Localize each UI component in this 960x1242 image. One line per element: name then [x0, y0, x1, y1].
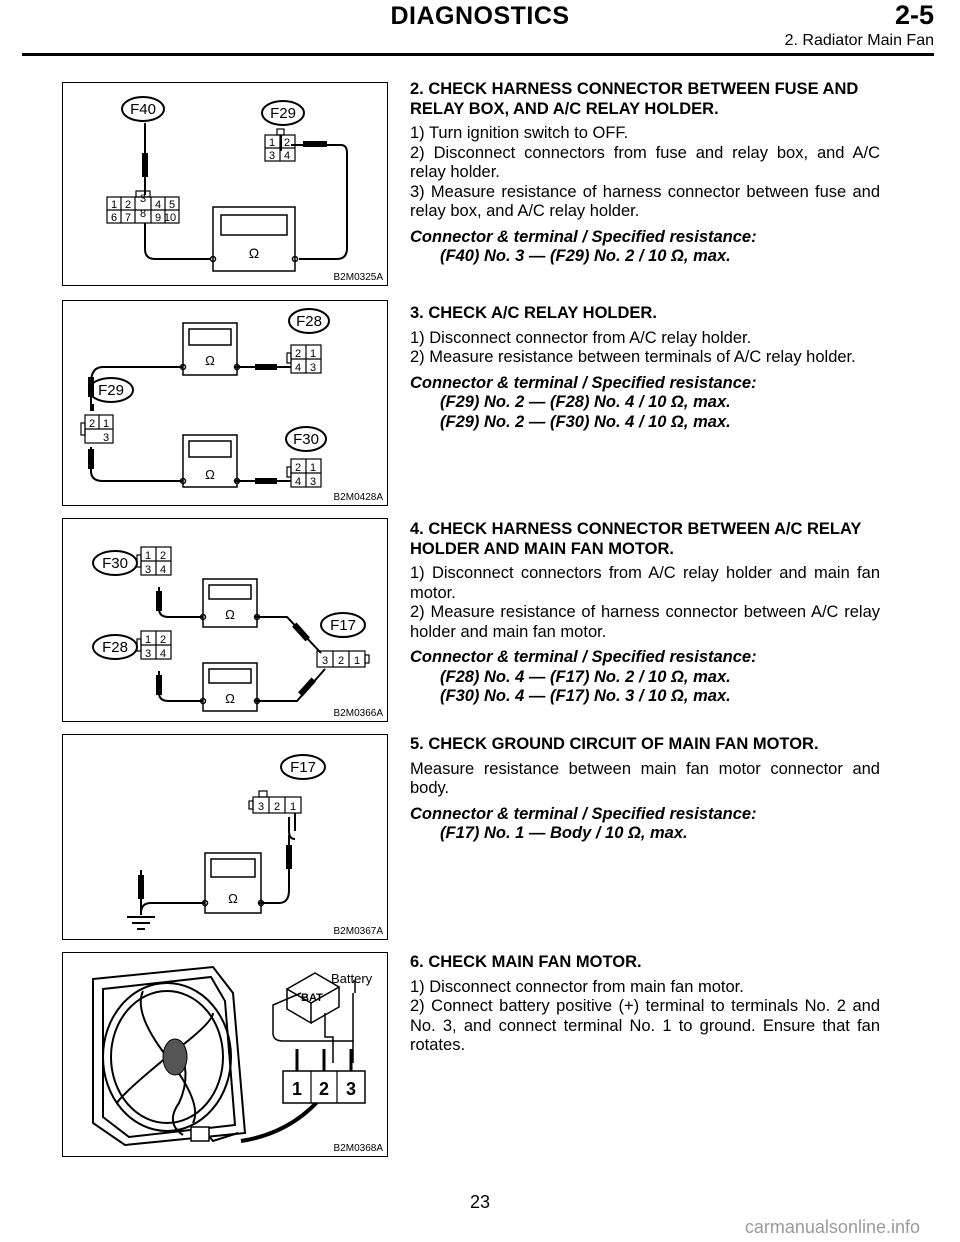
svg-text:Ω: Ω — [228, 891, 238, 906]
svg-text:1: 1 — [289, 801, 297, 813]
svg-text:10: 10 — [163, 212, 177, 224]
svg-text:Ω: Ω — [205, 353, 215, 368]
step-line: 2) Disconnect connectors from fuse and relay box, and A/C relay holder. — [410, 143, 880, 181]
step-heading: 4. CHECK HARNESS CONNECTOR BETWEEN A/C RELAY HOLDER AND MAIN FAN MOTOR. — [410, 520, 862, 558]
svg-text:6: 6 — [110, 212, 118, 224]
svg-text:5: 5 — [168, 199, 176, 211]
svg-text:3: 3 — [144, 648, 152, 660]
svg-text:1: 1 — [309, 462, 317, 474]
step-heading: 2. CHECK HARNESS CONNECTOR BETWEEN FUSE AND RELAY BOX, AND A/C RELAY HOLDER. — [410, 80, 859, 118]
svg-text:Ω: Ω — [225, 691, 235, 706]
svg-text:2: 2 — [88, 418, 96, 430]
connector-label-f28: F28 — [296, 313, 322, 330]
svg-text:Ω: Ω — [248, 245, 260, 261]
spec-heading: Connector & terminal / Specified resistance: — [410, 227, 757, 246]
svg-text:1: 1 — [309, 348, 317, 360]
svg-text:1: 1 — [353, 655, 361, 667]
page-number: 23 — [469, 1192, 491, 1212]
connector-label-f29: F29 — [98, 382, 124, 399]
spec-line: (F29) No. 2 — (F30) No. 4 / 10 Ω, max. — [440, 412, 731, 431]
spec-line: (F30) No. 4 — (F17) No. 3 / 10 Ω, max. — [440, 687, 731, 705]
svg-text:1: 1 — [291, 1079, 303, 1099]
header-rule — [22, 53, 934, 56]
svg-text:1: 1 — [102, 418, 110, 430]
ohmmeter-icon — [211, 207, 298, 271]
step-6 — [410, 953, 880, 1056]
connector-label-f28: F28 — [102, 639, 128, 656]
figure-4-diagram — [63, 735, 387, 939]
figure-2 — [62, 300, 388, 506]
svg-text:3: 3 — [321, 655, 329, 667]
spec-heading: Connector & terminal / Specified resistance: — [410, 373, 757, 392]
svg-text:4: 4 — [294, 476, 302, 488]
step-3 — [410, 304, 880, 432]
figure-code: B2M0428A — [333, 492, 383, 503]
step-heading: 6. CHECK MAIN FAN MOTOR. — [410, 953, 642, 971]
svg-text:Ω: Ω — [225, 607, 235, 622]
svg-text:2: 2 — [273, 801, 281, 813]
svg-text:8: 8 — [139, 208, 147, 220]
figure-5 — [62, 952, 388, 1157]
watermark: carmanualsonline.info — [744, 1217, 920, 1237]
svg-text:7: 7 — [124, 212, 132, 224]
step-line: 1) Turn ignition switch to OFF. — [410, 124, 629, 142]
figure-3 — [62, 518, 388, 722]
svg-text:3: 3 — [139, 193, 147, 205]
connector-label-f30: F30 — [102, 555, 128, 572]
svg-text:2: 2 — [294, 462, 302, 474]
svg-text:2: 2 — [294, 348, 302, 360]
svg-text:1: 1 — [268, 137, 276, 149]
svg-text:3: 3 — [309, 476, 317, 488]
figure-code: B2M0368A — [333, 1143, 383, 1154]
figure-5-diagram — [63, 953, 387, 1156]
figure-1 — [62, 82, 388, 286]
step-line: 3) Measure resistance of harness connector between fuse and relay box, and A/C relay holder. — [410, 182, 880, 220]
svg-text:4: 4 — [159, 564, 167, 576]
svg-text:3: 3 — [144, 564, 152, 576]
spec-line: (F17) No. 1 — Body / 10 Ω, max. — [440, 824, 688, 842]
spec-line: (F28) No. 4 — (F17) No. 2 / 10 Ω, max. — [440, 667, 731, 686]
connector-label-f29: F29 — [270, 105, 296, 122]
connector-label-f17: F17 — [330, 617, 356, 634]
svg-text:4: 4 — [294, 362, 302, 374]
svg-text:3: 3 — [257, 801, 265, 813]
svg-text:3: 3 — [345, 1079, 357, 1099]
svg-text:3: 3 — [268, 150, 276, 162]
spec-heading: Connector & terminal / Specified resistance: — [410, 804, 757, 823]
section-subtitle: 2. Radiator Main Fan — [784, 32, 934, 49]
battery-caption: Battery — [331, 971, 373, 986]
svg-text:2: 2 — [337, 655, 345, 667]
svg-text:Ω: Ω — [205, 467, 215, 482]
motor-connector — [283, 1071, 365, 1103]
battery-label: BAT — [301, 992, 323, 1004]
step-heading: 5. CHECK GROUND CIRCUIT OF MAIN FAN MOTOR. — [410, 735, 819, 753]
svg-text:2: 2 — [159, 634, 167, 646]
svg-text:9: 9 — [154, 212, 162, 224]
svg-text:3: 3 — [102, 432, 110, 444]
svg-text:2: 2 — [124, 199, 132, 211]
connector-label-f17: F17 — [290, 759, 316, 776]
step-line: Measure resistance between main fan motor connector and body. — [410, 759, 880, 797]
figure-code: B2M0366A — [333, 708, 383, 719]
spec-line: (F40) No. 3 — (F29) No. 2 / 10 Ω, max. — [440, 247, 731, 265]
step-2 — [410, 80, 880, 267]
step-5 — [410, 735, 880, 844]
figure-1-diagram — [63, 83, 387, 285]
figure-code: B2M0325A — [333, 272, 383, 283]
figure-4 — [62, 734, 388, 940]
spec-line: (F29) No. 2 — (F28) No. 4 / 10 Ω, max. — [440, 393, 731, 411]
step-4 — [410, 520, 880, 707]
svg-text:2: 2 — [318, 1079, 330, 1099]
connector-label-f30: F30 — [293, 431, 319, 448]
svg-text:1: 1 — [144, 550, 152, 562]
svg-text:1: 1 — [110, 199, 118, 211]
svg-text:4: 4 — [154, 199, 162, 211]
section-number: 2-5 — [894, 0, 934, 30]
connector-label-f40: F40 — [130, 101, 156, 118]
spec-heading: Connector & terminal / Specified resistance: — [410, 648, 757, 666]
page-title: DIAGNOSTICS — [390, 2, 570, 30]
step-line: 1) Disconnect connector from A/C relay holder. — [410, 328, 752, 347]
step-line: 2) Measure resistance of harness connector between A/C relay holder and main fan motor. — [410, 603, 880, 641]
step-line: 1) Disconnect connectors from A/C relay holder and main fan motor. — [410, 564, 880, 602]
svg-text:3: 3 — [309, 362, 317, 374]
step-heading: 3. CHECK A/C RELAY HOLDER. — [410, 304, 657, 322]
figure-3-diagram — [63, 519, 387, 721]
svg-text:1: 1 — [144, 634, 152, 646]
step-line: 2) Measure resistance between terminals of A/C relay holder. — [410, 348, 856, 366]
svg-text:4: 4 — [159, 648, 167, 660]
figure-code: B2M0367A — [333, 926, 383, 937]
figure-2-diagram — [63, 301, 387, 505]
step-line: 2) Connect battery positive (+) terminal to terminals No. 2 and No. 3, and connect terminal No. 1 to ground. Ensure that fan rotates. — [410, 997, 880, 1054]
svg-text:4: 4 — [283, 150, 291, 162]
svg-text:2: 2 — [159, 550, 167, 562]
step-line: 1) Disconnect connector from main fan motor. — [410, 977, 744, 996]
svg-text:2: 2 — [283, 137, 291, 149]
